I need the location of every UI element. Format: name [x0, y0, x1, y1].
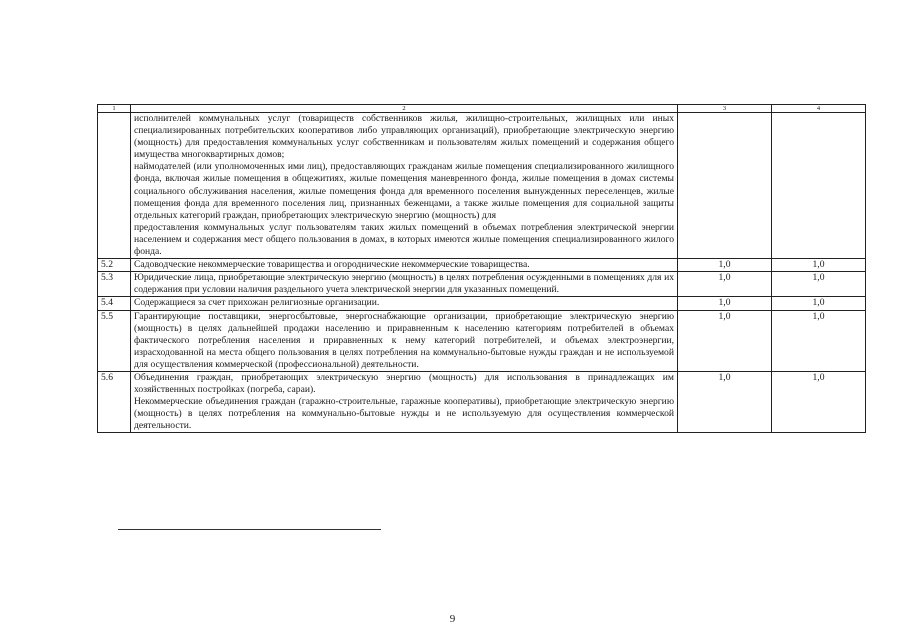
row-value-col4: 1,0 — [772, 297, 866, 310]
row-value-col3: 1,0 — [678, 272, 772, 297]
row-paragraph: Объединения граждан, приобретающих электрическую энергию (мощность) для использования в принадлежащих им хозяйственных постройках (погреба, сараи). — [134, 371, 674, 396]
row-number: 5.2 — [98, 259, 131, 272]
column-numbers-row — [98, 105, 866, 113]
column-number-1: 1 — [98, 105, 131, 113]
row-paragraph: Содержащиеся за счет прихожан религиозные организации. — [134, 297, 380, 309]
footnote-separator — [118, 529, 381, 530]
continuation-value-3 — [678, 113, 772, 259]
row-description — [131, 371, 678, 432]
row-paragraph: Гарантирующие поставщики, энергосбытовые, энергоснабжающие организации, приобретающие электрическую энергию (мощность) в целях дальнейшей продажи населению и приравненным к населению категориям потребителей в объемах фактического потребления населения и приравненных к нему категорий потребителей, и объемах электроэнергии, израсходованной на места общего пользования в целях потребления на коммунально-бытовые нужды граждан и не используемой для осуществления коммерческой (профессиональной) деятельности. — [134, 310, 674, 370]
continuation-paragraph: наймодателей (или уполномоченных ими лиц), предоставляющих гражданам жилые помещения специализированного жилищного фонда, включая жилые помещения в общежитиях, жилые помещения маневренного фонда, жилые помещения в домах системы социального обслуживания населения, жилые помещения фонда для временного поселения вынужденных переселенцев, жилые помещения фонда для временного поселения лиц, признанных беженцами, а также жилые помещения для социальной защиты отдельных категорий граждан, приобретающих электрическую энергию (мощность) для — [134, 161, 674, 221]
continuation-row — [98, 113, 866, 259]
row-value-col3: 1,0 — [678, 297, 772, 310]
continuation-paragraph: исполнителей коммунальных услуг (товариществ собственников жилья, жилищно-строительных, жилищных или иных специализированных потребительских кооперативов либо управляющих организаций), приобретающие электрическую энергию (мощность) для предоставления коммунальных услуг собственникам и пользователям жилых помещений и содержания общего имущества многоквартирных домов; — [134, 113, 674, 161]
row-number: 5.6 — [98, 371, 131, 432]
row-paragraph: Садоводческие некоммерческие товарищества и огороднические некоммерческие товарищества. — [134, 259, 530, 271]
table-row — [98, 310, 866, 371]
continuation-number-cell — [98, 113, 131, 259]
row-number: 5.5 — [98, 310, 131, 371]
row-value-col4: 1,0 — [772, 310, 866, 371]
continuation-paragraph: предоставления коммунальных услуг пользователям таких жилых помещений в объемах потребления электрической энергии населением и содержания мест общего пользования в домах, в которых имеются жилые помещения специализированного жилого фонда. — [134, 221, 674, 258]
page-number: 9 — [449, 613, 456, 625]
continuation-value-4 — [772, 113, 866, 259]
row-number: 5.3 — [98, 272, 131, 297]
row-paragraph: Юридические лица, приобретающие электрическую энергию (мощность) в целях потребления осужденными в помещениях для их содержания при условии наличия раздельного учета электрической энергии для указанных помещений. — [134, 272, 674, 296]
row-value-col3: 1,0 — [678, 310, 772, 371]
row-description — [131, 259, 678, 272]
row-value-col4: 1,0 — [772, 371, 866, 432]
row-value-col3: 1,0 — [678, 371, 772, 432]
row-value-col4: 1,0 — [772, 259, 866, 272]
column-number-4: 4 — [772, 105, 866, 113]
tariff-table — [97, 104, 866, 433]
row-description — [131, 310, 678, 371]
table-row — [98, 297, 866, 310]
column-number-3: 3 — [678, 105, 772, 113]
row-value-col3: 1,0 — [678, 259, 772, 272]
continuation-text-cell — [131, 113, 678, 259]
row-description — [131, 272, 678, 297]
table-row — [98, 371, 866, 432]
row-paragraph: Некоммерческие объединения граждан (гаражно-строительные, гаражные кооперативы), приобретающие электрическую энергию (мощность) в целях потребления на коммунально-бытовые нужды и не используемую для осуществления коммерческой деятельности. — [134, 396, 674, 432]
row-description — [131, 297, 678, 310]
table-row — [98, 272, 866, 297]
table-row — [98, 259, 866, 272]
row-number: 5.4 — [98, 297, 131, 310]
column-number-2: 2 — [131, 105, 678, 113]
row-value-col4: 1,0 — [772, 272, 866, 297]
